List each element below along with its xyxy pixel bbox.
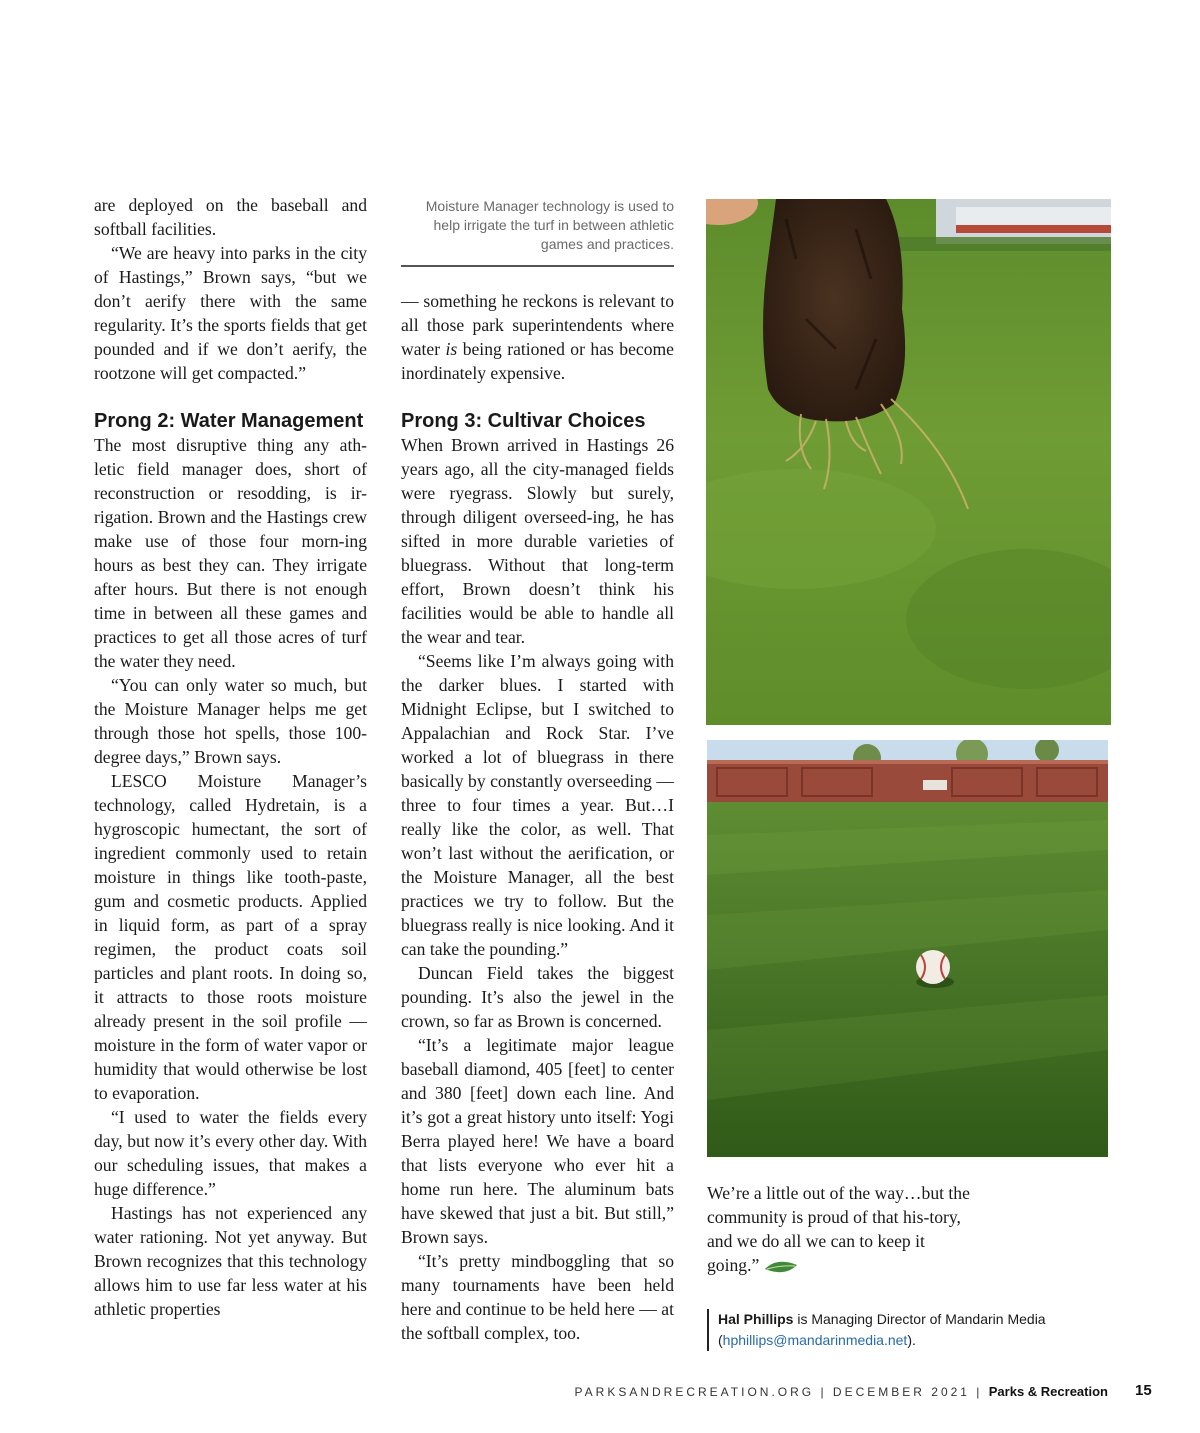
section-heading-cultivar: Prong 3: Cultivar Choices xyxy=(401,410,646,432)
page-footer xyxy=(575,1384,1108,1399)
leaf-icon xyxy=(763,1257,799,1281)
footer-brand: Parks & Recreation xyxy=(988,1384,1108,1399)
text-run: — something he reckons is relevant to all those park superintendents where water xyxy=(401,291,674,359)
paragraph: “Seems like I’m always going with the darker blues. I started with Midnight Eclipse, but I switched to Appalachian and Rock Star. I’ve worked a lot of bluegrass in there basically by constantly overseeding — three to four times a year. But…I really like the color, as well. That won’t last without the aerification, or the Moisture Manager, all the best practices we try to follow. But the bluegrass really is nice looking. And it can take the pounding.” xyxy=(401,651,674,959)
paragraph: Hastings has not experienced any water rationing. Not yet anyway. But Brown recognizes that this technology allows him to use far less water at his athletic properties xyxy=(94,1203,367,1319)
paragraph: When Brown arrived in Hastings 26 years ago, all the city-managed fields were ryegrass. Slowly but surely, through diligent overseed-ing, he has sifted in more durable varieties of bluegrass. Without that long-term effort, Brown doesn’t think his facilities would be able to handle all the wear and tear. xyxy=(401,435,674,647)
author-email-link[interactable]: hphillips@mandarinmedia.net xyxy=(722,1332,908,1348)
footer-site: PARKSANDRECREATION.ORG xyxy=(574,1385,815,1399)
bio-text-end: ). xyxy=(907,1332,916,1348)
page-number: 15 xyxy=(1135,1382,1152,1399)
paragraph: “You can only water so much, but the Moisture Manager helps me get through those hot spells, those 100-degree days,” Brown says. xyxy=(94,675,367,767)
paragraph: Duncan Field takes the biggest pounding. It’s also the jewel in the crown, so far as Brown is concerned. xyxy=(401,963,674,1031)
article-column-3 xyxy=(707,1181,980,1281)
article-column-2 xyxy=(401,289,674,1345)
section-heading-water: Prong 2: Water Management xyxy=(94,410,364,432)
paragraph: “It’s pretty mindboggling that so many tournaments have been held here and continue to be held here — at the softball complex, too. xyxy=(401,1251,674,1343)
paragraph xyxy=(707,1181,980,1281)
paragraph: are deployed on the baseball and softball facilities. xyxy=(94,195,367,239)
paragraph: The most disruptive thing any ath-letic field manager does, short of reconstruction or resodding, is ir-rigation. Brown and the Hastings crew make use of those four morn-ing hours as best they can. They irrigate after hours. But there is not enough time in between all these games and practices to get all those acres of turf the water they need. xyxy=(94,435,367,671)
soil-core-photo xyxy=(706,199,1111,725)
baseball-on-outfield-photo xyxy=(707,740,1108,1157)
photo-caption: Moisture Manager technology is used to help irrigate the turf in between athletic games and practices. xyxy=(425,198,674,252)
text-run: being rationed or has become inordinately expensive. xyxy=(401,339,674,383)
emphasis-text: is xyxy=(445,339,458,359)
article-column-1 xyxy=(94,193,367,1321)
paragraph xyxy=(401,289,674,385)
paragraph: “We are heavy into parks in the city of Hastings,” Brown says, “but we don’t aerify there with the same regularity. It’s the sports fields that get pounded and if we don’t aerify, the rootzone will get compacted.” xyxy=(94,243,367,383)
text-run: We’re a little out of the way…but the community is proud of that his-tory, and we do all we can to keep it going.” xyxy=(707,1183,970,1275)
paragraph: “I used to water the fields every day, but now it’s every other day. With our scheduling issues, that makes a huge difference.” xyxy=(94,1107,367,1199)
footer-separator: | xyxy=(814,1385,833,1399)
author-name: Hal Phillips xyxy=(718,1311,794,1327)
footer-separator: | xyxy=(969,1385,989,1399)
paragraph: LESCO Moisture Manager’s technology, called Hydretain, is a hygroscopic humectant, the sort of ingredient commonly used to retain moisture in things like tooth-paste, gum and cosmetic products. Applied in liquid form, as part of a spray regimen, the product coats soil particles and plant roots. In doing so, it attracts to those roots moisture already present in the soil profile — moisture in the form of water vapor or humidity that would otherwise be lost to evaporation. xyxy=(94,771,367,1103)
author-bio xyxy=(707,1309,1048,1351)
caption-divider xyxy=(401,265,674,267)
paragraph: “It’s a legitimate major league baseball diamond, 405 [feet] to center and 380 [feet] down each line. And it’s got a great history unto itself: Yogi Berra played here! We have a board that lists everyone who ever hit a home run here. The aluminum bats have skewed that just a bit. But still,” Brown says. xyxy=(401,1035,674,1247)
footer-date: DECEMBER 2021 xyxy=(832,1385,970,1399)
bio-text: is Managing Director of Mandarin Media ( xyxy=(718,1311,1046,1348)
